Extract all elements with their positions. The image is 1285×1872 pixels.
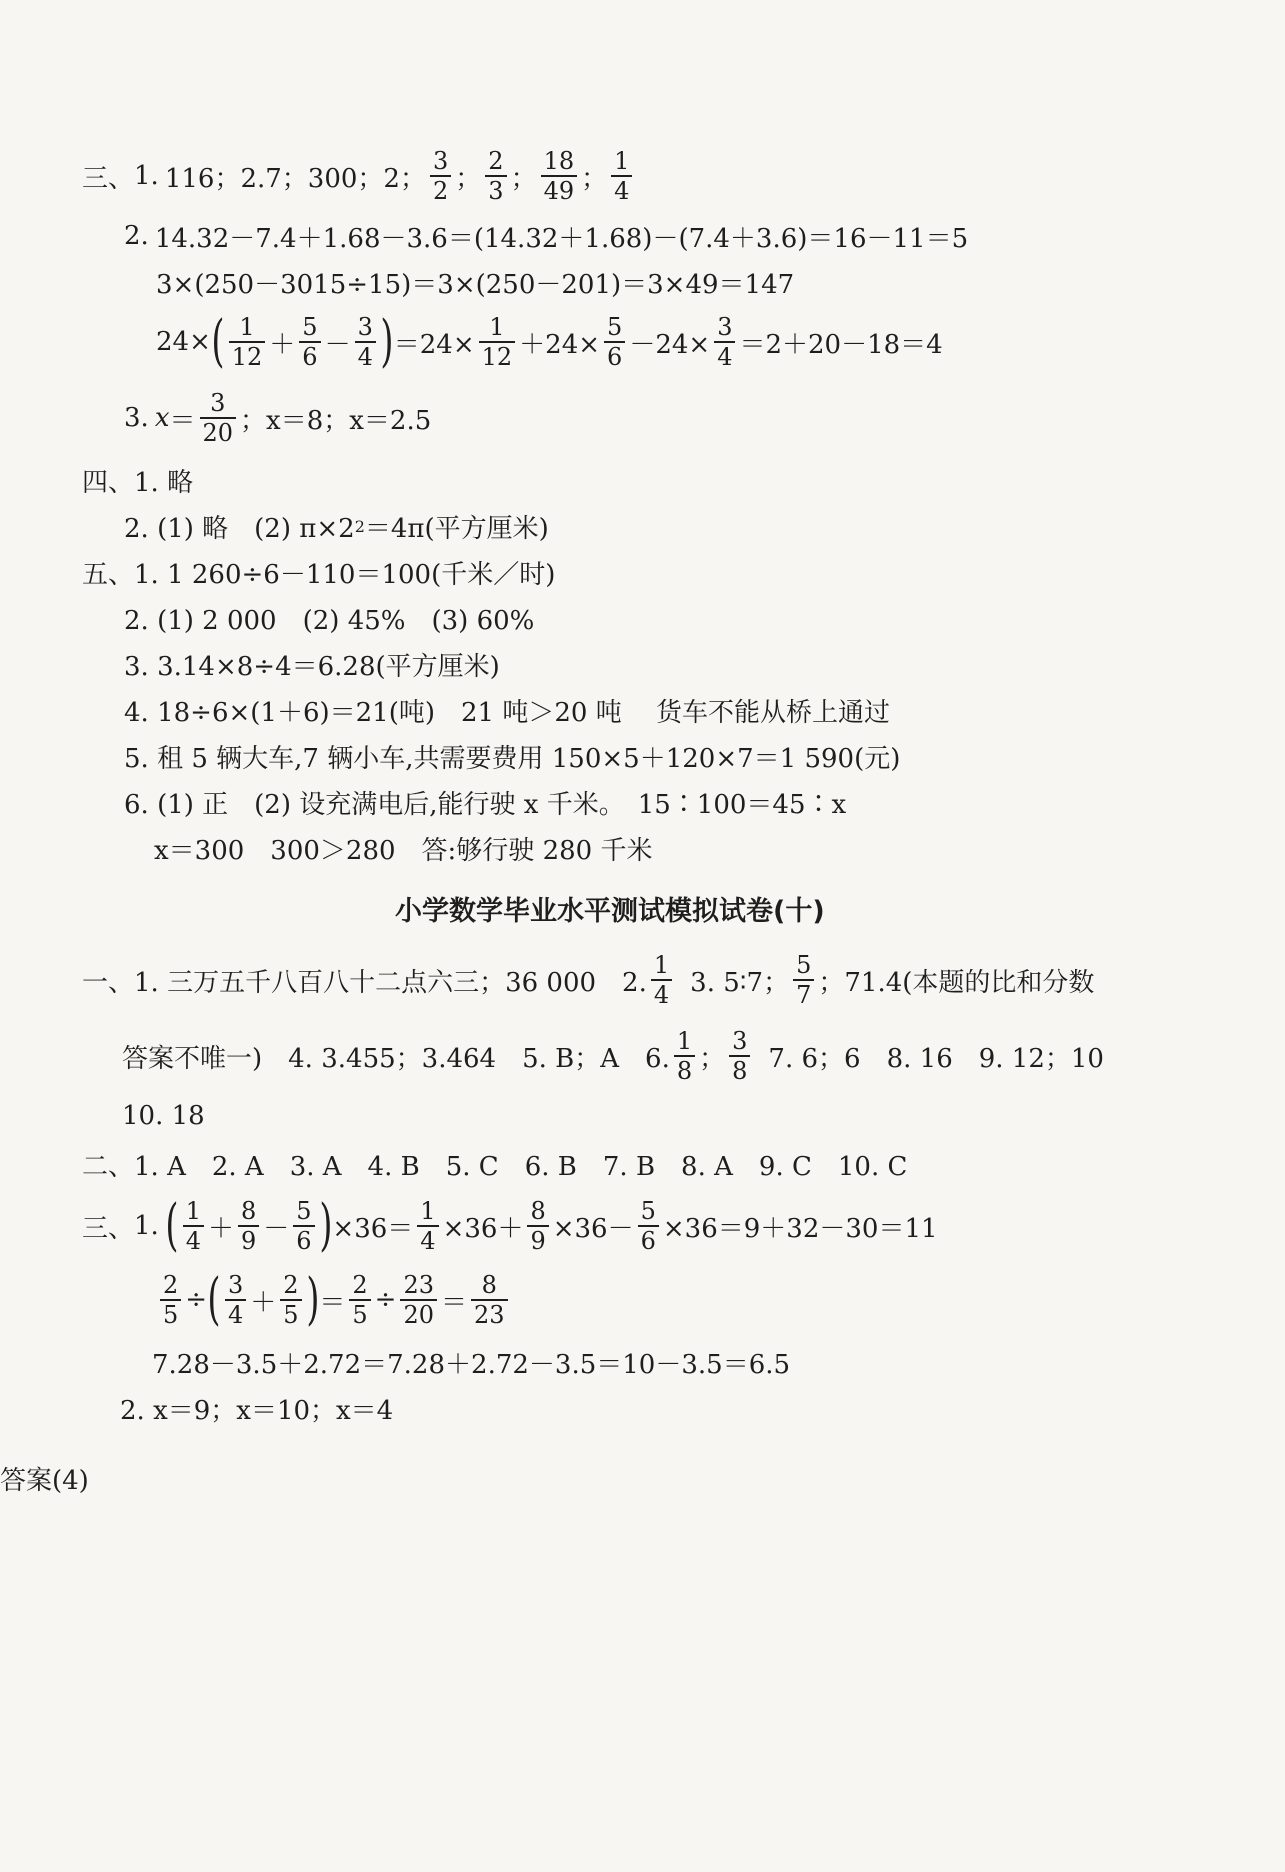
fraction: $\frac{1}{4}$ — [651, 951, 672, 1009]
section-head: 二、 — [82, 1151, 135, 1182]
section-head: 四、 — [82, 467, 135, 498]
t1-line2 — [122, 1026, 1104, 1086]
operator: － — [263, 1213, 290, 1244]
answer-text: 3×(250－3015÷15)＝3×(250－201)＝3×49＝147 — [156, 269, 795, 300]
fraction: $\frac{2}{5}$ — [280, 1271, 301, 1329]
section-head: 一、 — [82, 967, 135, 998]
fraction: $\frac{5}{7}$ — [793, 951, 814, 1009]
operator: ＝ — [441, 1287, 468, 1318]
t2 — [82, 1134, 907, 1194]
fraction: $\frac{3}{4}$ — [355, 313, 376, 371]
operator: ÷ — [185, 1285, 208, 1315]
operator: － — [324, 329, 351, 360]
fraction: $\frac{3}{4}$ — [225, 1271, 246, 1329]
variable: x — [154, 403, 170, 433]
q-label: 2. — [124, 221, 149, 251]
s5-q6-line2 — [154, 818, 652, 878]
answer-text: 2. (1) 2 000 (2) 45% (3) 60% — [124, 605, 535, 636]
answer-text: 4. 18÷6×(1＋6)＝21(吨) 21 吨＞20 吨 货车不能从桥上通过 — [124, 697, 890, 728]
fraction: $\frac{5}{6}$ — [604, 313, 625, 371]
operator: ＝ — [319, 1287, 346, 1318]
operator: ＋ — [207, 1213, 234, 1244]
exponent: 2 — [354, 516, 365, 536]
expr: ×36＋ — [442, 1213, 524, 1244]
expr: －24× — [629, 329, 711, 360]
left-paren: ( — [165, 1193, 179, 1258]
t1-line1 — [82, 950, 1094, 1010]
expr: ＝2＋20－18＝4 — [739, 329, 943, 360]
answer-text: 7.28－3.5＋2.72＝7.28＋2.72－3.5＝10－3.5＝6.5 — [152, 1349, 791, 1380]
expr: ＋24× — [519, 329, 601, 360]
fraction: $\frac{2}{5}$ — [349, 1271, 370, 1329]
t3-line2 — [156, 1267, 512, 1332]
section-head: 三、 — [82, 1213, 135, 1244]
answer-text: x＝300 300＞280 答:够行驶 280 千米 — [154, 835, 653, 866]
fraction: $\frac{3}{20}$ — [200, 389, 237, 447]
answer-text: 1. 三万五千八百八十二点六三；36 000 2. — [134, 967, 647, 998]
expr: ＝24× — [393, 329, 475, 360]
right-paren: ) — [380, 309, 394, 374]
answer-text: 1. 1 260÷6－110＝100(千米／时) — [134, 559, 556, 590]
t3-line1 — [82, 1193, 938, 1258]
fraction: $\frac{1}{12}$ — [229, 313, 266, 371]
operator: ＝ — [169, 405, 196, 436]
right-paren: ) — [318, 1193, 333, 1258]
answer-text: 答案不唯一) 4. 3.455；3.464 5. B；A 6. — [122, 1043, 670, 1074]
fraction: $\frac{1}{12}$ — [479, 313, 516, 371]
fraction: $\frac{1}{4}$ — [611, 147, 632, 205]
operator: ＋ — [269, 329, 296, 360]
section-head: 三、 — [82, 163, 135, 194]
answer-text: 10. 18 — [122, 1101, 205, 1131]
fraction: $\frac{3}{8}$ — [729, 1027, 750, 1085]
answer-text: 5. 租 5 辆大车,7 辆小车,共需要费用 150×5＋120×7＝1 590(元) — [124, 743, 901, 774]
s3-q2-line2 — [156, 252, 794, 312]
answer-text: ；x＝8；x＝2.5 — [240, 405, 432, 436]
fraction: $\frac{1}{4}$ — [183, 1197, 204, 1255]
section-head: 五、 — [82, 559, 135, 590]
s3-q2-line3 — [156, 309, 943, 374]
answer-text: 2. x＝9；x＝10；x＝4 — [120, 1395, 394, 1426]
t3-q2 — [120, 1378, 393, 1438]
fraction: $\frac{8}{9}$ — [238, 1197, 259, 1255]
s3-q1: 三、 1. 116；2.7；300；2； $\frac{3}{2}$ ； $\frac{2}{3}$ ； $\frac{18}{49}$ ； $\frac{1}{4}$ — [82, 146, 636, 206]
answer-text: 3. 5∶7； — [690, 967, 790, 998]
separator: ； — [699, 1043, 726, 1074]
fraction: $\frac{2}{5}$ — [160, 1271, 181, 1329]
left-paren: ( — [211, 309, 225, 374]
answer-text: 116；2.7；300；2； — [164, 163, 426, 194]
right-paren: ) — [305, 1267, 320, 1332]
answer-text: 3. 3.14×8÷4＝6.28(平方厘米) — [124, 651, 500, 682]
answer-text: 2. (1) 略 (2) π×2 — [124, 513, 355, 544]
answer-text: 7. 6；6 8. 16 9. 12；10 — [768, 1043, 1104, 1074]
fraction: $\frac{5}{6}$ — [299, 313, 320, 371]
fraction: $\frac{2}{3}$ — [485, 147, 506, 205]
fraction: $\frac{5}{6}$ — [293, 1197, 314, 1255]
q-label: 1. — [134, 1211, 159, 1241]
answer-text: 1. A 2. A 3. A 4. B 5. C 6. B 7. B 8. A 9. C 10. C — [134, 1151, 908, 1182]
expr: ×36＝ — [332, 1213, 414, 1244]
answer-text: 1. 略 — [134, 467, 194, 498]
q-label: 3. — [124, 403, 149, 433]
expr: ×36－ — [552, 1213, 634, 1244]
expr: ×36＝9＋32－30＝11 — [662, 1213, 938, 1244]
page-footer: 答案(4) — [0, 1465, 89, 1496]
s3-q3 — [124, 388, 431, 448]
fraction: $\frac{3}{2}$ — [430, 147, 451, 205]
answer-text: ；71.4(本题的比和分数 — [818, 967, 1095, 998]
fraction: $\frac{8}{23}$ — [471, 1271, 508, 1329]
operator: ＋ — [250, 1287, 277, 1318]
q-label: 1. — [134, 161, 159, 191]
fraction: $\frac{18}{49}$ — [541, 147, 578, 205]
operator: ÷ — [374, 1285, 397, 1315]
fraction: $\frac{8}{9}$ — [527, 1197, 548, 1255]
answer-text: 14.32－7.4＋1.68－3.6＝(14.32＋1.68)－(7.4＋3.6)＝16－11＝5 — [154, 223, 969, 254]
page-title: 小学数学毕业水平测试模拟试卷(十) — [395, 895, 825, 927]
left-paren: ( — [207, 1267, 221, 1332]
fraction: $\frac{3}{4}$ — [714, 313, 735, 371]
answer-text: 6. (1) 正 (2) 设充满电后,能行驶 x 千米。 15∶100＝45∶x — [124, 789, 847, 820]
expr: 24× — [156, 327, 211, 357]
answer-text: ＝4π(平方厘米) — [364, 513, 549, 544]
fraction: $\frac{5}{6}$ — [638, 1197, 659, 1255]
fraction: $\frac{1}{8}$ — [674, 1027, 695, 1085]
fraction: $\frac{1}{4}$ — [417, 1197, 438, 1255]
fraction: $\frac{23}{20}$ — [400, 1271, 437, 1329]
